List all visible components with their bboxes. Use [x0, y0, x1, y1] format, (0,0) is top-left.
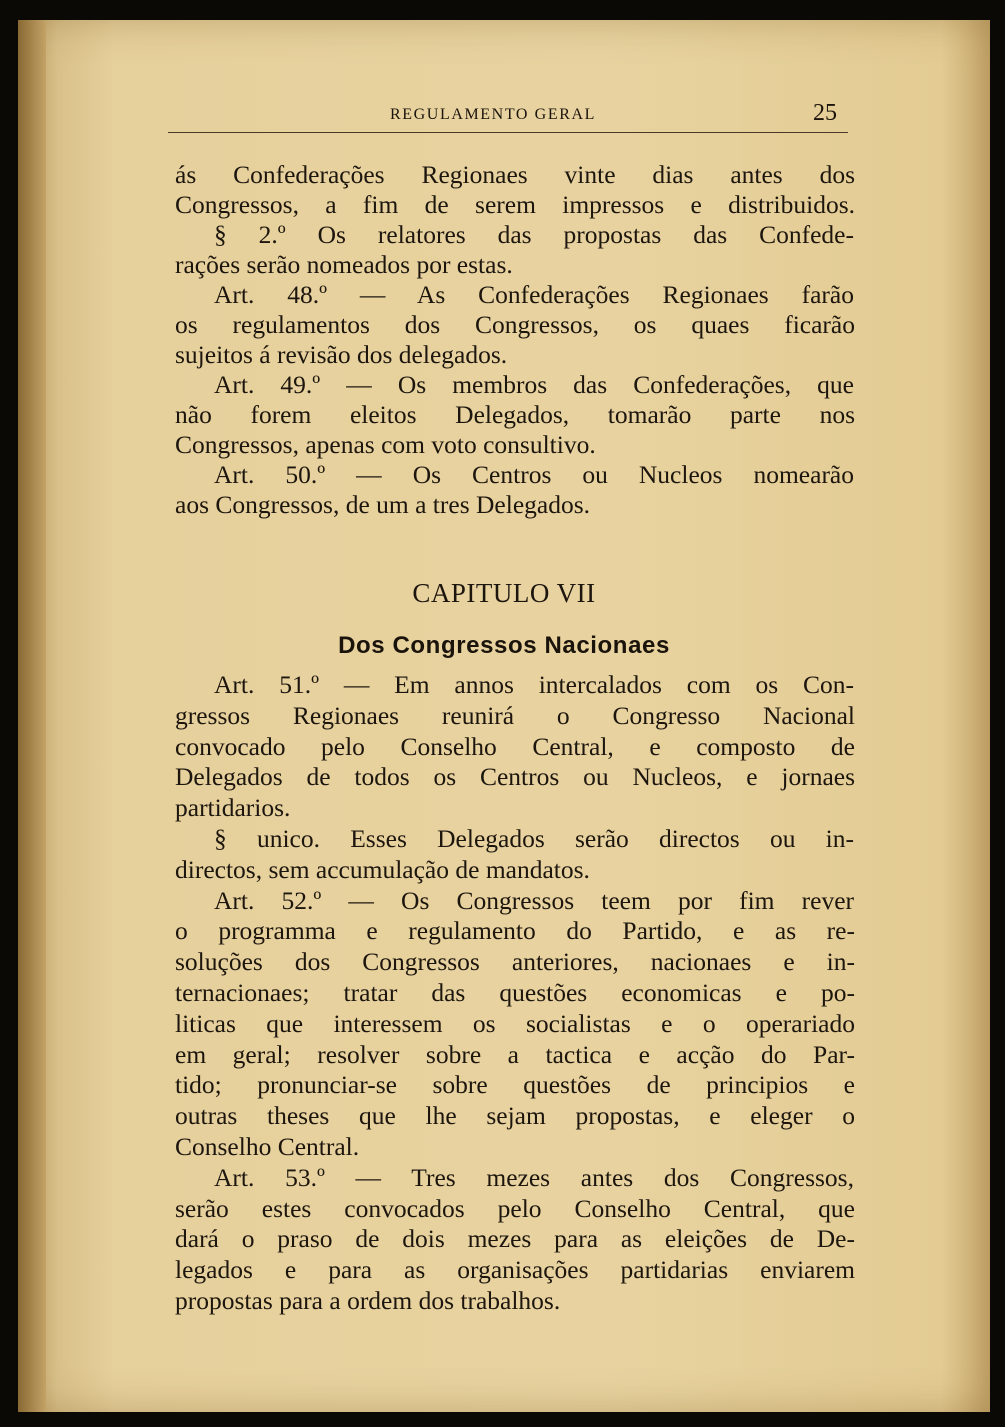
text-line — [18, 370, 990, 400]
text-line-content: serão estes convocados pelo Conselho Central, que — [175, 1193, 855, 1223]
text-line — [18, 160, 990, 190]
text-line-content: Congressos, apenas com voto consultivo. — [175, 430, 596, 459]
text-line-content: partidarios. — [175, 793, 291, 823]
running-title: REGULAMENTO GERAL — [390, 106, 597, 123]
text-line — [18, 430, 990, 460]
text-line-content: § 2.º Os relatores das propostas das Confede- — [214, 220, 854, 249]
text-line-content: o programma e regulamento do Partido, e as re- — [175, 916, 855, 946]
text-line — [18, 340, 990, 370]
text-line-content: Delegados de todos os Centros ou Nucleos, e jornaes — [175, 762, 855, 792]
text-line — [18, 190, 990, 220]
text-line — [18, 886, 990, 916]
text-line — [18, 1286, 990, 1316]
text-line-content: Congressos, a fim de serem impressos e distribuidos. — [175, 190, 855, 219]
header-rule — [168, 132, 848, 133]
text-line — [18, 460, 990, 490]
text-line — [18, 1132, 990, 1162]
text-line-content: em geral; resolver sobre a tactica e acção do Par- — [175, 1039, 855, 1069]
text-line — [18, 310, 990, 340]
text-line-content: tido; pronunciar-se sobre questões de principios e — [175, 1070, 855, 1100]
text-line-content: Art. 50.º — Os Centros ou Nucleos nomearão — [214, 460, 854, 489]
text-line-content: gressos Regionaes reunirá o Congresso Nacional — [175, 700, 855, 730]
text-line — [18, 1163, 990, 1193]
text-line — [18, 1070, 990, 1100]
text-line-content: propostas para a ordem dos trabalhos. — [175, 1286, 561, 1315]
book-page — [18, 20, 990, 1412]
text-line-content: sujeitos á revisão dos delegados. — [175, 340, 508, 369]
text-line — [18, 793, 990, 823]
text-line — [18, 947, 990, 977]
page-number: 25 — [813, 100, 837, 126]
chapter-title: CAPITULO VII — [412, 578, 596, 608]
text-line — [18, 250, 990, 280]
text-line-content: legados e para as organisações partidarias enviarem — [175, 1255, 855, 1285]
text-line — [18, 1224, 990, 1254]
text-line — [18, 916, 990, 946]
text-line-content: directos, sem accumulação de mandatos. — [175, 854, 590, 884]
text-line — [18, 220, 990, 250]
text-line — [18, 1009, 990, 1039]
text-line-content: § unico. Esses Delegados serão directos ou in- — [214, 824, 854, 853]
text-line-content: outras theses que lhe sejam propostas, e eleger o — [175, 1101, 855, 1131]
text-line — [18, 400, 990, 430]
text-line-content: não forem eleitos Delegados, tomarão parte nos — [175, 400, 855, 429]
text-line-content: rações serão nomeados por estas. — [175, 250, 513, 279]
text-line — [18, 1101, 990, 1131]
text-line — [18, 762, 990, 792]
text-line — [18, 490, 990, 520]
text-line-content: Art. 51.º — Em annos intercalados com os Con- — [214, 670, 854, 699]
text-line — [18, 280, 990, 310]
text-line-content: Art. 49.º — Os membros das Confederações, que — [214, 370, 854, 399]
text-line-content: aos Congressos, de um a tres Delegados. — [175, 490, 590, 519]
text-line-content: ternacionaes; tratar das questões economicas e po- — [175, 978, 855, 1007]
text-line — [18, 732, 990, 762]
text-line-content: ás Confederações Regionaes vinte dias antes dos — [175, 160, 855, 189]
text-line — [18, 1255, 990, 1285]
text-line-content: os regulamentos dos Congressos, os quaes ficarão — [175, 310, 855, 339]
text-line-content: Art. 48.º — As Confederações Regionaes farão — [214, 280, 854, 309]
text-line — [18, 670, 990, 700]
text-line — [18, 855, 990, 885]
text-line-content: liticas que interessem os socialistas e o operariado — [175, 1008, 855, 1038]
text-line — [18, 701, 990, 731]
text-line — [18, 978, 990, 1008]
text-line-content: Art. 52.º — Os Congressos teem por fim rever — [214, 885, 854, 915]
text-line-content: convocado pelo Conselho Central, e composto de — [175, 731, 855, 761]
text-line-content: soluções dos Congressos anteriores, nacionaes e in- — [175, 947, 855, 977]
text-line — [18, 1040, 990, 1070]
text-line-content: Art. 53.º — Tres mezes antes dos Congressos, — [214, 1162, 854, 1192]
section-title: Dos Congressos Nacionaes — [338, 632, 670, 659]
text-line — [18, 1194, 990, 1224]
page-header — [18, 102, 990, 132]
text-line — [18, 824, 990, 854]
text-line-content: dará o praso de dois mezes para as eleições de De- — [175, 1224, 855, 1254]
text-line-content: Conselho Central. — [175, 1132, 360, 1161]
